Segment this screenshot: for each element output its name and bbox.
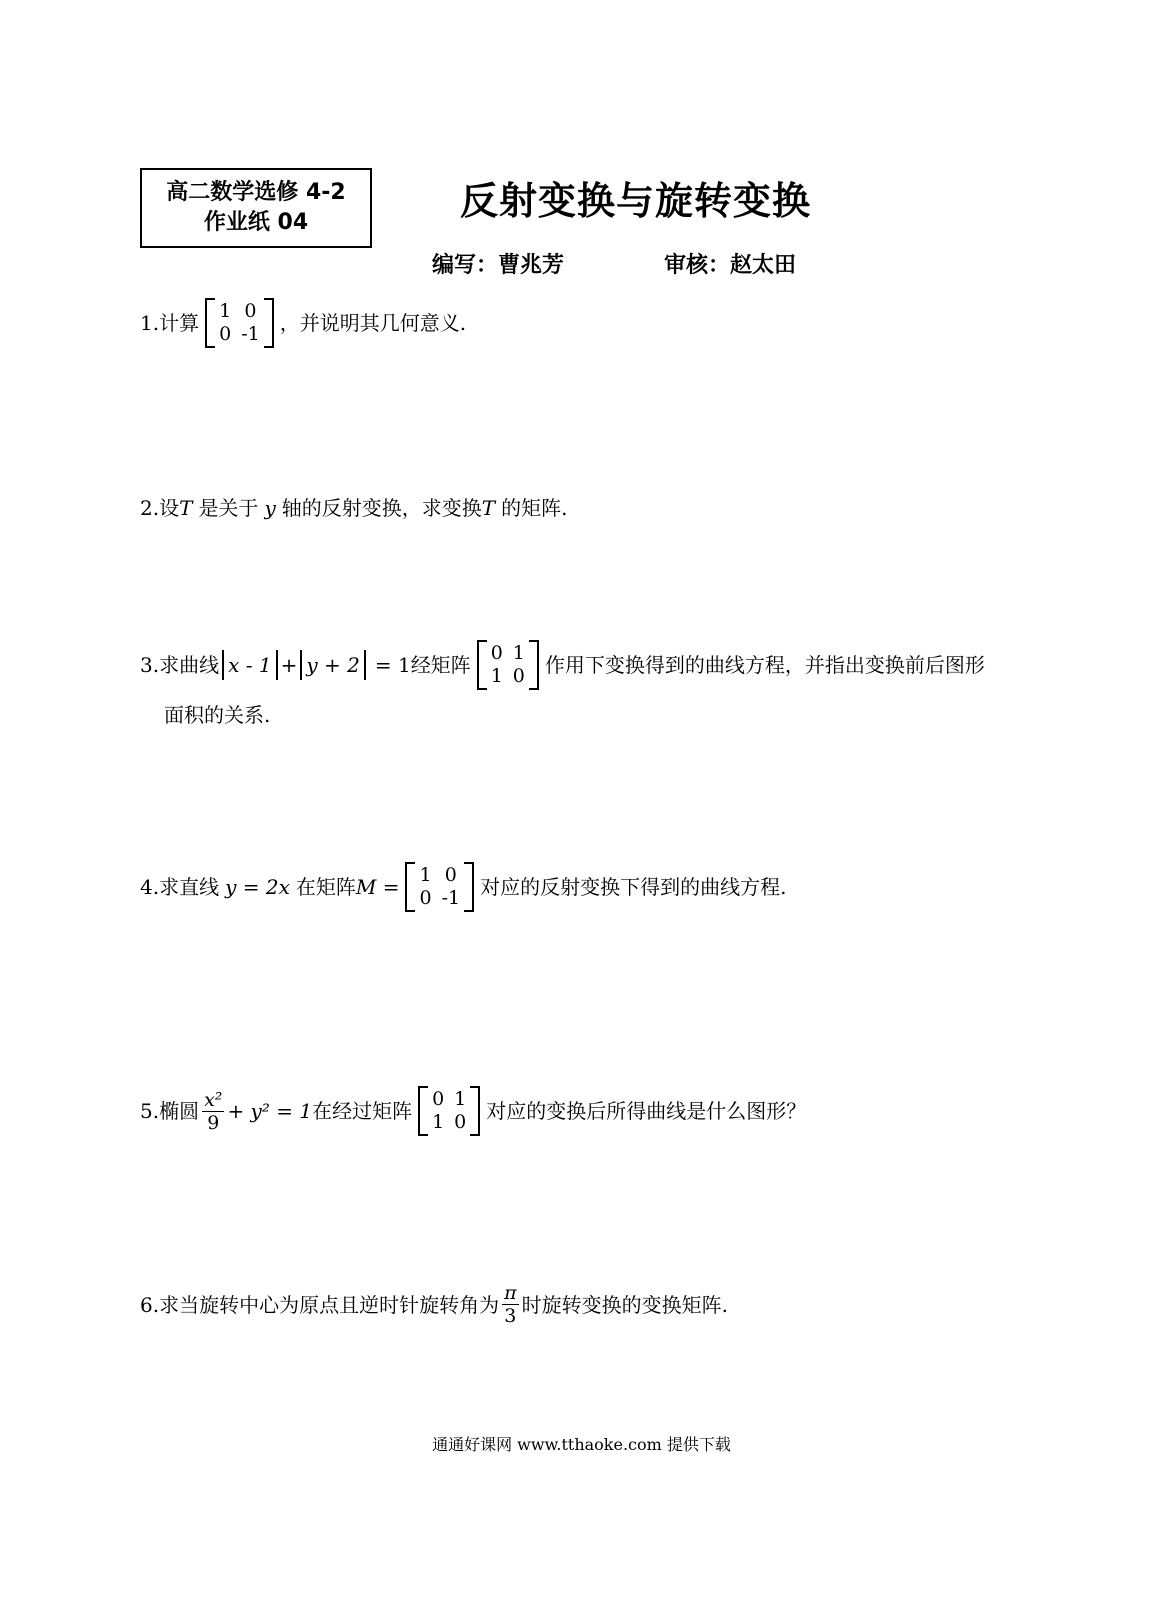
question-text: 求曲线 bbox=[159, 653, 220, 677]
matrix-cell: 1 bbox=[419, 864, 432, 886]
bracket-left bbox=[205, 298, 215, 348]
question-text: 轴的反射变换，求变换 bbox=[281, 496, 482, 520]
bracket-left bbox=[477, 640, 487, 690]
question-text: 求当旋转中心为原点且逆时针旋转角为 bbox=[159, 1292, 500, 1317]
bracket-right bbox=[470, 1086, 480, 1136]
fraction bbox=[202, 1089, 224, 1134]
bracket-right bbox=[464, 862, 474, 912]
question-number: 6. bbox=[140, 1292, 160, 1317]
matrix-cell: 1 bbox=[512, 642, 525, 664]
question-text: 在矩阵 bbox=[295, 875, 356, 899]
author: 编写：曹兆芳 bbox=[432, 253, 565, 278]
page-title: 反射变换与旋转变换 bbox=[460, 179, 812, 223]
matrix-cell: 1 bbox=[490, 665, 503, 687]
footer-source: 通通好课网 www.tthaoke.com 提供下载 bbox=[432, 1435, 731, 1454]
question-number: 5. bbox=[140, 1099, 160, 1123]
question-text: 设 bbox=[159, 496, 180, 520]
bracket-right bbox=[529, 640, 539, 690]
question-number: 2. bbox=[140, 496, 160, 520]
fraction-denominator: 3 bbox=[504, 1305, 517, 1327]
matrix bbox=[418, 1086, 480, 1136]
question-2 bbox=[140, 493, 567, 523]
question-text: 经矩阵 bbox=[410, 653, 471, 677]
matrix-name: M = bbox=[355, 875, 400, 899]
question-3-continued: 面积的关系. bbox=[164, 703, 271, 727]
question-text: 对应的变换后所得曲线是什么图形？ bbox=[486, 1099, 807, 1123]
reviewer: 审核：赵太田 bbox=[664, 253, 797, 278]
question-1 bbox=[140, 298, 466, 348]
question-text: 求直线 bbox=[159, 875, 220, 899]
bracket-left bbox=[405, 862, 415, 912]
question-text: 是关于 bbox=[198, 496, 259, 520]
matrix bbox=[405, 862, 474, 912]
matrix-cell: 1 bbox=[219, 300, 232, 322]
variable: T bbox=[481, 496, 496, 520]
matrix-cell: -1 bbox=[441, 887, 461, 909]
question-3 bbox=[140, 640, 985, 690]
question-6 bbox=[140, 1282, 728, 1327]
variable: T bbox=[179, 496, 193, 520]
matrix-cell: 0 bbox=[244, 300, 257, 322]
question-text: ，并说明其几何意义. bbox=[279, 311, 467, 335]
matrix-cell: 1 bbox=[454, 1088, 467, 1110]
fraction-denominator: 9 bbox=[207, 1111, 220, 1134]
matrix bbox=[477, 640, 539, 690]
variable: y bbox=[264, 496, 276, 520]
question-number: 1. bbox=[140, 311, 160, 335]
equation: + y² = 1 bbox=[227, 1099, 313, 1123]
matrix-cell: 0 bbox=[490, 642, 503, 664]
bracket-left bbox=[418, 1086, 428, 1136]
absolute-value: x - 1 bbox=[222, 650, 277, 680]
course-label: 高二数学选修 4-2 bbox=[166, 180, 346, 205]
question-text: 时旋转变换的变换矩阵. bbox=[521, 1292, 728, 1317]
fraction-numerator: x² bbox=[204, 1088, 223, 1111]
question-text: 的矩阵. bbox=[501, 496, 568, 520]
fraction bbox=[502, 1282, 519, 1327]
operator: + bbox=[280, 653, 298, 677]
equation: y = 2x bbox=[225, 875, 290, 899]
matrix-cell: 1 bbox=[432, 1111, 445, 1133]
matrix-cell: -1 bbox=[241, 323, 260, 345]
matrix bbox=[205, 298, 274, 348]
fraction-numerator: π bbox=[504, 1282, 517, 1304]
matrix-cell: 0 bbox=[454, 1111, 467, 1133]
question-text: 在经过矩阵 bbox=[312, 1099, 413, 1123]
question-text: 椭圆 bbox=[159, 1099, 200, 1123]
matrix-cell: 0 bbox=[432, 1088, 445, 1110]
worksheet-number: 作业纸 04 bbox=[203, 210, 309, 235]
question-text: 计算 bbox=[159, 311, 200, 335]
question-5 bbox=[140, 1086, 806, 1136]
matrix-cell: 0 bbox=[512, 665, 525, 687]
question-4 bbox=[140, 862, 786, 912]
bracket-right bbox=[264, 298, 274, 348]
matrix-cell: 0 bbox=[219, 323, 232, 345]
equation: = 1 bbox=[374, 653, 411, 677]
question-number: 4. bbox=[140, 875, 160, 899]
matrix-cell: 0 bbox=[444, 864, 457, 886]
question-text: 对应的反射变换下得到的曲线方程. bbox=[480, 875, 787, 899]
matrix-cell: 0 bbox=[419, 887, 432, 909]
question-number: 3. bbox=[140, 653, 160, 677]
question-text: 作用下变换得到的曲线方程，并指出变换前后图形 bbox=[544, 653, 985, 677]
absolute-value: y + 2 bbox=[300, 650, 366, 680]
course-label-box bbox=[140, 168, 372, 248]
